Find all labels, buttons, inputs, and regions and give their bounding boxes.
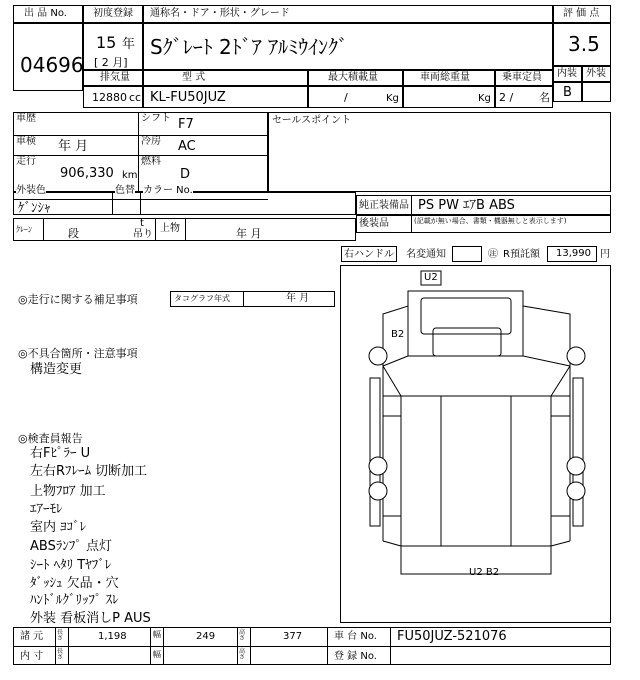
gross-weight-label: 車両総重量 [420,72,470,83]
chassis-label: 車 台 No. [334,631,377,642]
capacity-value: 2 / [499,91,514,104]
inner-height-label: 高さ [239,648,246,661]
diagram-mark-top: U2 [424,272,438,283]
inspector-line: 上物ﾌﾛｱ 加工 [30,484,106,499]
interior-label: 内装 [557,68,577,79]
inspector-line: ｴｱｰﾓﾚ [30,502,63,517]
model-label-cell [143,70,308,86]
capacity-unit: 名 [539,91,550,104]
cargo-floor [401,396,551,546]
deposit-unit: 円 [600,249,610,260]
inspection-label: 車検 [16,136,36,147]
width-label: 幅 [153,630,161,639]
mileage-value: 906,330 [60,166,114,181]
displacement-label: 排気量 [100,72,130,83]
color-no-label: カラー No. [143,185,193,196]
shift-value: F7 [178,117,194,132]
reg-label: 初度登録 [93,8,133,19]
dims-label: 諸 元 [20,631,44,642]
diagram-mark-cab: B2 [391,329,405,340]
diagram-mark-bottom: U2 B2 [469,567,500,578]
history-block [13,112,268,192]
inspector-line: ﾀﾞｯｼｭ 欠品・穴 [30,576,119,591]
lot-number: 04696 [20,53,84,77]
fuel-label: 燃料 [141,156,161,167]
inspection-value: 年 月 [58,139,89,154]
exterior-score-cell [582,82,611,102]
reg-year: 15 [96,33,117,52]
ac-label: 冷房 [141,136,161,147]
height-label: 高さ [239,629,246,642]
right-side-strip [573,378,583,526]
crane-label: ｸﾚｰﾝ [16,225,32,234]
mileage-label: 走行 [16,156,36,167]
history-label: 車歴 [16,113,36,124]
crane-step: 段 [68,227,79,240]
chassis-value: FU50JUZ-521076 [397,629,507,644]
cab-right-door [523,306,570,366]
reg-month: [ 2 月] [94,56,128,69]
driving-notes-label: ◎走行に関する補足事項 [18,293,138,306]
equip-label: 純正装備品 [359,200,409,211]
windshield [433,328,501,356]
reg-year-unit: 年 [122,37,136,52]
equip-value: PS PW ｴｱB ABS [418,198,515,213]
max-load-value: / [344,91,348,104]
lot-label: 出 品 No. [24,8,67,19]
sales-point-label: セールスポイント [272,115,352,126]
exterior-label: 外装 [586,68,606,79]
height-value: 377 [283,631,303,642]
name-label: 通称名・ドア・形状・グレード [150,8,290,19]
color-code-label: 色替 [115,185,135,196]
displacement-unit: cc [129,91,142,104]
front-left-wheel [369,347,387,365]
inner-width-label: 幅 [153,650,161,659]
truck-diagram [340,265,611,623]
tacho-label: タコグラフ年式 [174,294,230,303]
car-name: Sｸﾞﾚｰﾄ 2ﾄﾞｱ ｱﾙﾐｳｲﾝｸﾞ [150,35,349,59]
odo-change-label: 名変通知 [406,249,446,260]
upper-value: 年 月 [236,227,262,240]
reg-no-label: 登 録 No. [334,651,377,662]
cab-outline [408,291,523,356]
odo-change-box [452,246,482,262]
inspector-line: ABSﾗﾝﾌﾟ 点灯 [30,539,112,554]
aftermarket-label: 後装品 [359,218,389,229]
ac-value: AC [178,139,196,154]
defect-notes-label: ◎不具合箇所・注意事項 [18,347,138,360]
rear-right-wheel [567,457,585,475]
crane-ton: t [140,218,144,229]
tacho-value: 年 月 [286,293,310,304]
front-right-wheel [567,347,585,365]
model-value: KL-FU50JUZ [150,90,226,105]
inspector-line: ｼｰﾄ ﾍﾀﾘ Tﾔﾌﾞﾚ [30,558,112,573]
color-label: 外装色 [16,185,46,196]
length-label: 長さ [57,629,64,642]
max-load-unit: Kg [386,93,399,104]
inner-length-label: 長さ [57,648,64,661]
max-load-label: 最大積載量 [328,72,378,83]
aftermarket-note: (記載が無い場合、書類・機器無しと表示します) [414,217,567,225]
shift-label: シフト [141,113,171,124]
deposit-value: 13,990 [556,248,591,259]
inspector-line: 右Fﾋﾟﾗｰ U [30,446,91,461]
box-top-front [383,366,570,396]
width-value: 249 [196,631,216,642]
deposit-label: R預託額 [503,249,540,260]
interior-score: B [563,85,572,100]
inspector-line: 左右Rﾌﾚｰﾑ 切断加工 [30,464,148,479]
inner-dims-label: 内 寸 [20,651,44,662]
upper-label: 上物 [160,223,180,234]
inspector-report-label: ◎検査員報告 [18,432,83,445]
recycle-separator: ㊟ [488,249,498,260]
inspector-line: 外装 看板消しP AUS [30,611,151,626]
capacity-label: 乗車定員 [502,72,542,83]
fuel-value: D [180,167,191,182]
color-value: ｹﾞﾝｼｬ [18,201,51,216]
length-value: 1,198 [98,631,127,642]
crane-hang: 吊り [133,229,153,240]
mileage-unit: km [122,170,138,181]
grade-label: 評 価 点 [563,8,600,19]
inspector-line: 室内 ﾖｺﾞﾚ [30,520,87,535]
steering: 右ハンドル [344,249,394,260]
left-side-strip [370,378,380,526]
overall-score: 3.5 [568,32,600,56]
model-label: 型 式 [182,72,206,83]
rear-left-wheel [369,457,387,475]
displacement-value: 12880 [92,91,127,104]
gross-weight-unit: Kg [478,93,491,104]
defect-line: 構造変更 [30,362,83,377]
inspector-line: ﾊﾝﾄﾞﾙｸﾞﾘｯﾌﾟ ｽﾚ [30,593,119,608]
